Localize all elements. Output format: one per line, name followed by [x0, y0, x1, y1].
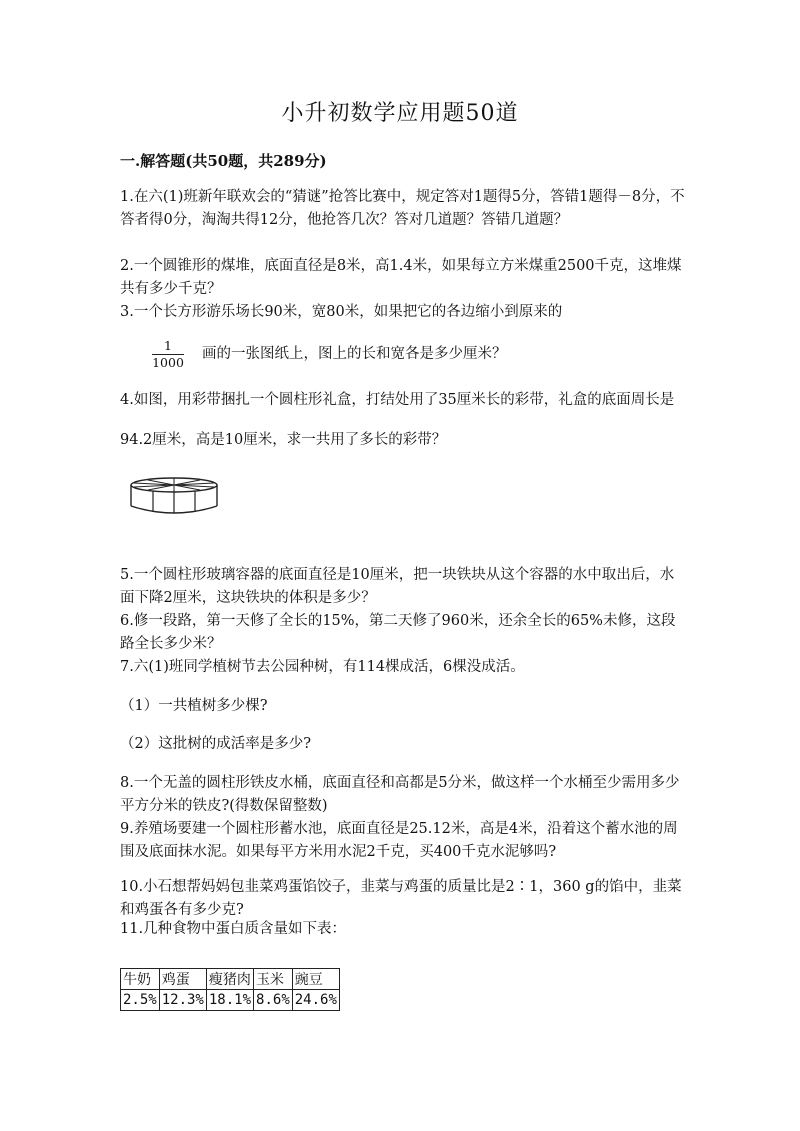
question-11: 11.几种食物中蛋白质含量如下表： — [120, 921, 347, 937]
question-7-part-2: （2）这批树的成活率是多少? — [120, 736, 311, 752]
gift-box-figure — [128, 476, 220, 516]
question-3-tail: 画的一张图纸上，图上的长和宽各是多少厘米？ — [202, 346, 507, 362]
table-header-cell: 瘦猪肉 — [206, 969, 253, 990]
table-cell: 2.5% — [121, 990, 160, 1011]
question-8: 8.一个无盖的圆柱形铁皮水桶，底面直径和高都是5分米，做这样一个水桶至少需用多少平方分米的铁皮?(得数保留整数) — [120, 775, 680, 814]
table-header-row — [121, 969, 340, 990]
question-10: 10.小石想帮妈妈包韭菜鸡蛋馅饺子，韭菜与鸡蛋的质量比是2∶1，360 g的馅中，韭菜和鸡蛋各有多少克? — [120, 879, 682, 918]
question-5: 5.一个圆柱形玻璃容器的底面直径是10厘米，把一块铁块从这个容器的水中取出后，水面下降2厘米，这块铁块的体积是多少？ — [120, 567, 675, 606]
protein-table — [120, 968, 340, 1011]
table-cell: 24.6% — [292, 990, 339, 1011]
page-title: 小升初数学应用题50道 — [281, 101, 519, 126]
section-title: 一.解答题(共50题，共289分) — [120, 152, 327, 170]
table-header-cell: 牛奶 — [121, 969, 160, 990]
question-1: 1.在六(1)班新年联欢会的“猜谜”抢答比赛中，规定答对1题得5分，答错1题得－8分，不答者得0分，淘淘共得12分，他抢答几次？答对几道题？答错几道题？ — [120, 189, 685, 228]
fraction-numerator: 1 — [164, 338, 172, 353]
table-header-cell: 豌豆 — [292, 969, 339, 990]
table-cell: 18.1% — [206, 990, 253, 1011]
table-cell: 12.3% — [159, 990, 206, 1011]
fraction — [148, 339, 188, 370]
question-3: 3.一个长方形游乐场长90米，宽80米，如果把它的各边缩小到原来的 — [120, 304, 563, 320]
table-header-cell: 玉米 — [254, 969, 293, 990]
question-7: 7.六(1)班同学植树节去公园种树，有114棵成活，6棵没成活。 — [120, 659, 525, 675]
question-9: 9.养殖场要建一个圆柱形蓄水池，底面直径是25.12米，高是4米，沿着这个蓄水池的周围及底面抹水泥。如果每平方米用水泥2千克，买400千克水泥够吗? — [120, 821, 678, 860]
question-4: 4.如图，用彩带捆扎一个圆柱形礼盒，打结处用了35厘米长的彩带，礼盒的底面周长是94.2厘米，高是10厘米，求一共用了多长的彩带？ — [120, 392, 675, 448]
fraction-denominator: 1000 — [152, 355, 184, 370]
table-header-cell: 鸡蛋 — [159, 969, 206, 990]
question-2: 2.一个圆锥形的煤堆，底面直径是8米，高1.4米，如果每立方米煤重2500千克，这堆煤共有多少千克？ — [120, 258, 682, 297]
question-6: 6.修一段路，第一天修了全长的15%，第二天修了960米，还余全长的65%未修，这段路全长多少米？ — [120, 613, 676, 652]
table-row — [121, 990, 340, 1011]
question-7-part-1: （1）一共植树多少棵? — [120, 698, 268, 714]
table-cell: 8.6% — [254, 990, 293, 1011]
